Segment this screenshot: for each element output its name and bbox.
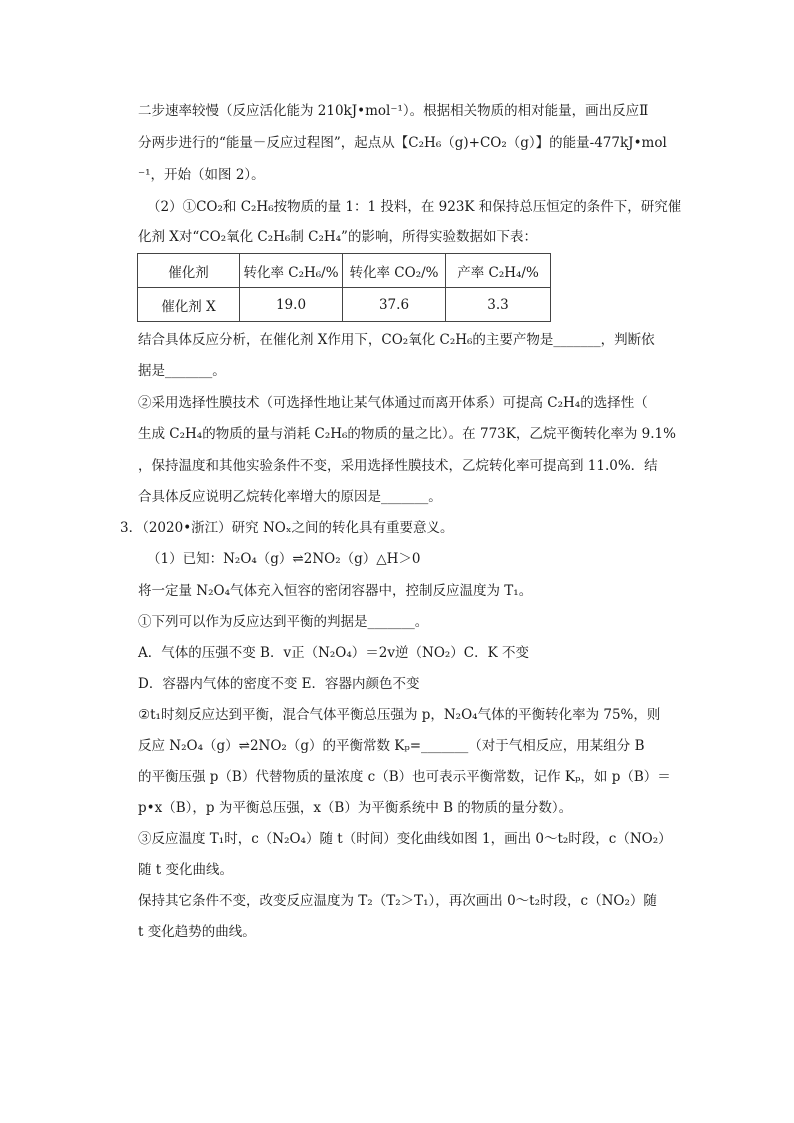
- experiment-data-table: [137, 253, 551, 322]
- paragraph-line: 结合具体反应分析，在催化剂 X作用下，CO₂氧化 C₂H₆的主要产物是_______，判断依: [138, 332, 655, 348]
- paragraph-line: 合具体反应说明乙烷转化率增大的原因是_______。: [138, 489, 442, 505]
- paragraph-line: 的平衡压强 p（B）代替物质的量浓度 c（B）也可表示平衡常数，记作 Kₚ，如 p（B）＝: [138, 769, 671, 785]
- table-header-cell: 转化率 CO₂/%: [343, 254, 446, 288]
- paragraph-line: ①下列可以作为反应达到平衡的判据是_______。: [138, 614, 429, 630]
- paragraph-line: （1）已知：N₂O₄（g）⇌2NO₂（g）△H＞0: [147, 551, 421, 567]
- paragraph-line: 分两步进行的“能量－反应过程图”，起点从【C₂H₆（g)+CO₂（g）】的能量-477kJ•mol: [138, 135, 667, 151]
- answer-option-line: D．容器内气体的密度不变 E．容器内颜色不变: [138, 676, 420, 692]
- paragraph-line: ②t₁时刻反应达到平衡，混合气体平衡总压强为 p，N₂O₄气体的平衡转化率为 75%，则: [138, 707, 661, 723]
- paragraph-line: （2）①CO₂和 C₂H₆按物质的量 1：1 投料，在 923K 和保持总压恒定的条件下，研究催: [147, 199, 682, 215]
- table-header-cell: 产率 C₂H₄/%: [446, 254, 551, 288]
- table-cell: 19.0: [240, 288, 343, 322]
- paragraph-line: p•x（B），p 为平衡总压强，x（B）为平衡系统中 B 的物质的量分数）。: [138, 800, 573, 816]
- paragraph-line: 保持其它条件不变，改变反应温度为 T₂（T₂＞T₁），再次画出 0～t₂时段，c（NO₂）随: [138, 893, 657, 909]
- paragraph-line: ，保持温度和其他实验条件不变，采用选择性膜技术，乙烷转化率可提高到 11.0%．结: [138, 458, 658, 474]
- answer-option-line: A．气体的压强不变 B．v正（N₂O₄）＝2v逆（NO₂）C．K 不变: [138, 645, 530, 661]
- paragraph-line: 化剂 X对“CO₂氧化 C₂H₆制 C₂H₄”的影响，所得实验数据如下表：: [138, 229, 537, 245]
- paragraph-line: 反应 N₂O₄（g）⇌2NO₂（g）的平衡常数 Kₚ=_______（对于气相反应，用某组分 B: [138, 738, 645, 754]
- paragraph-line: 将一定量 N₂O₄气体充入恒容的密闭容器中，控制反应温度为 T₁。: [138, 583, 533, 599]
- paragraph-line: ③反应温度 T₁时，c（N₂O₄）随 t（时间）变化曲线如图 1，画出 0～t₂时段，c（NO₂）: [138, 831, 672, 847]
- paragraph-line: ⁻¹，开始（如图 2）。: [138, 167, 265, 183]
- paragraph-line: 二步速率较慢（反应活化能为 210kJ•mol⁻¹）。根据相关物质的相对能量，画出反应Ⅱ: [138, 103, 649, 119]
- table-header-cell: 转化率 C₂H₆/%: [240, 254, 343, 288]
- paragraph-line: 随 t 变化曲线。: [138, 862, 234, 878]
- table-header-cell: 催化剂: [138, 254, 240, 288]
- question-heading: 3．（2020•浙江）研究 NOₓ之间的转化具有重要意义。: [120, 520, 454, 536]
- paragraph-line: ②采用选择性膜技术（可选择性地让某气体通过而离开体系）可提高 C₂H₄的选择性（: [138, 395, 648, 411]
- paragraph-line: 据是_______。: [138, 363, 226, 379]
- paragraph-line: 生成 C₂H₄的物质的量与消耗 C₂H₆的物质的量之比）。在 773K，乙烷平衡转化率为 9.1%: [138, 426, 676, 442]
- table-cell: 37.6: [343, 288, 446, 322]
- paragraph-line: t 变化趋势的曲线。: [138, 924, 256, 940]
- table-row: [138, 288, 551, 322]
- table-header-row: [138, 254, 551, 288]
- table-cell: 催化剂 X: [138, 288, 240, 322]
- table-cell: 3.3: [446, 288, 551, 322]
